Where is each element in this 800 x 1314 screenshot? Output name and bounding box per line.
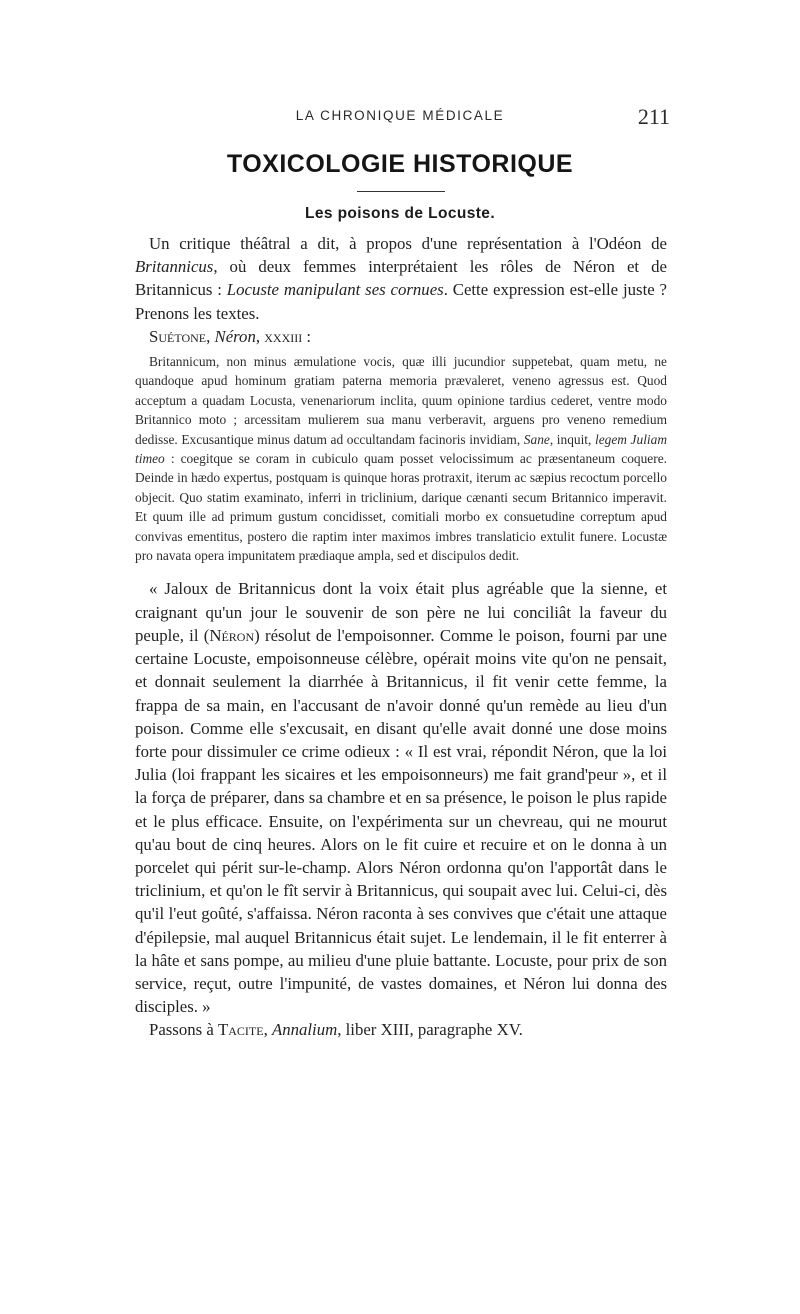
intro-text-2: , où deux femmes interprétaient les rôles de Néron et de Britannicus : <box>135 257 667 300</box>
intro-text-1: Un critique théâtral a dit, à propos d'une représentation à l'Odéon de <box>149 234 667 253</box>
suetone-separator: , <box>206 326 215 346</box>
running-title: LA CHRONIQUE MÉDICALE <box>295 108 505 123</box>
suetone-chapter: , xxxiii : <box>255 326 312 346</box>
article-subtitle: Les poisons de Locuste. <box>304 205 496 222</box>
latin-text-1: Britannicum, non minus æmulatione vocis, quæ illi jucundior suppetebat, quam metu, ne quandoque apud hominum gratiam paterna memoria prævaleret, veneno agressus est. Quod acceptum a quadam Locusta, venenariorum inclita, quum opinione tardius cederet, ventre modo Britannico moto ; arcessitam mulierem sua manu verberavit, arguens pro veneno remedium dedisse. Excusantique minus datum ad occultandam facinoris invidiam, <box>135 354 667 447</box>
intro-emphasis-2: Locuste manipulant ses cornues <box>226 280 444 300</box>
article-body <box>135 232 667 1042</box>
latin-text-3: : coegitque se coram in cubiculo quam posset velocissimum ac præsentaneum coquere. Deinde in hædo expertus, postquam is quinque horas protraxit, iterum ac sæpius recoctum porcello objecit. Quo statim examinato, inferri in triclinium, darique cænanti secum Britannico imperavit. Et quum ille ad primum gustum concidisset, comitiali morbo ex consuetudine correptum apud convivas ementitus, postero die raptim inter maximos imbres translaticio extulit funere. Locustæ pro navata opera impunitatem prædiaque ampla, sed et discipulos dedit. <box>135 451 667 564</box>
intro-paragraph <box>135 232 667 325</box>
tacite-work: Annalium <box>271 1020 338 1040</box>
latin-quotation <box>135 352 667 565</box>
suetone-author: Suétone <box>149 326 207 346</box>
translation-name: Néron <box>209 625 255 645</box>
translation-text-2: ) résolut de l'empoisonner. Comme le poison, fourni par une certaine Locuste, empoisonneuse célèbre, opérait moins vite qu'on ne pensait, et donnait seulement la diarrhée à Britannicus, il fit venir cette femme, la frappa de sa main, en l'accusant de n'avoir donné qu'un remède au lieu d'un poison. Comme elle s'excusait, en disant qu'elle avait donné une dose moins forte pour dissimuler ce crime odieux : « Il est vrai, répondit Néron, que la loi Julia (loi frappant les sicaires et les empoisonneurs) me fait grand'peur », et il la força de préparer, dans sa chambre et en sa présence, le poison le plus rapide et le plus efficace. Ensuite, on l'expérimenta sur un chevreau, qui ne mourut qu'au bout de cinq heures. Alors on le fit cuire et recuire et on le donna à un porcelet qui périt sur-le-champ. Alors Néron ordonna qu'on l'apportât dans le triclinium, et qu'on le fît servir à Britannicus, qui soupait avec lui. Celui-ci, dès qu'il l'eut goûté, s'affaissa. Néron raconta à ses convives que c'était une attaque d'épilepsie, mal auquel Britannicus était sujet. Le lendemain, il le fit enterrer à la hâte et sans pompe, au milieu d'une pluie battante. Locuste, pour prix de son service, reçut, outre l'impunité, de vastes domaines, et Néron lui donna des disciples. » <box>135 625 667 1017</box>
latin-emphasis-2: legem Juliam timeo <box>135 431 668 467</box>
translation-text-1: « Jaloux de Britannicus dont la voix était plus agréable que la sienne, et craignant qu'un jour le souvenir de son père ne lui conciliât la faveur du peuple, il ( <box>135 579 667 645</box>
latin-emphasis-1: Sane <box>523 431 550 447</box>
translation-paragraph <box>135 577 667 1018</box>
title-rule <box>357 191 445 192</box>
suetone-work: Néron <box>214 326 256 346</box>
article-title: TOXICOLOGIE HISTORIQUE <box>226 150 574 178</box>
tacite-prefix: Passons à <box>149 1020 218 1040</box>
suetone-reference <box>135 325 667 348</box>
tacite-separator: , <box>263 1020 272 1040</box>
page-number: 211 <box>637 104 670 129</box>
latin-text-2: , inquit, <box>549 431 595 447</box>
tacite-author: Tacite <box>218 1020 264 1040</box>
tacite-suffix: , liber XIII, paragraphe XV. <box>337 1020 523 1040</box>
intro-text-3: . Cette expression est-elle juste ? Prenons les textes. <box>135 280 668 323</box>
spacer <box>135 565 667 577</box>
intro-emphasis-1: Britannicus <box>135 257 214 277</box>
running-head <box>0 104 800 132</box>
tacite-reference <box>135 1018 667 1041</box>
